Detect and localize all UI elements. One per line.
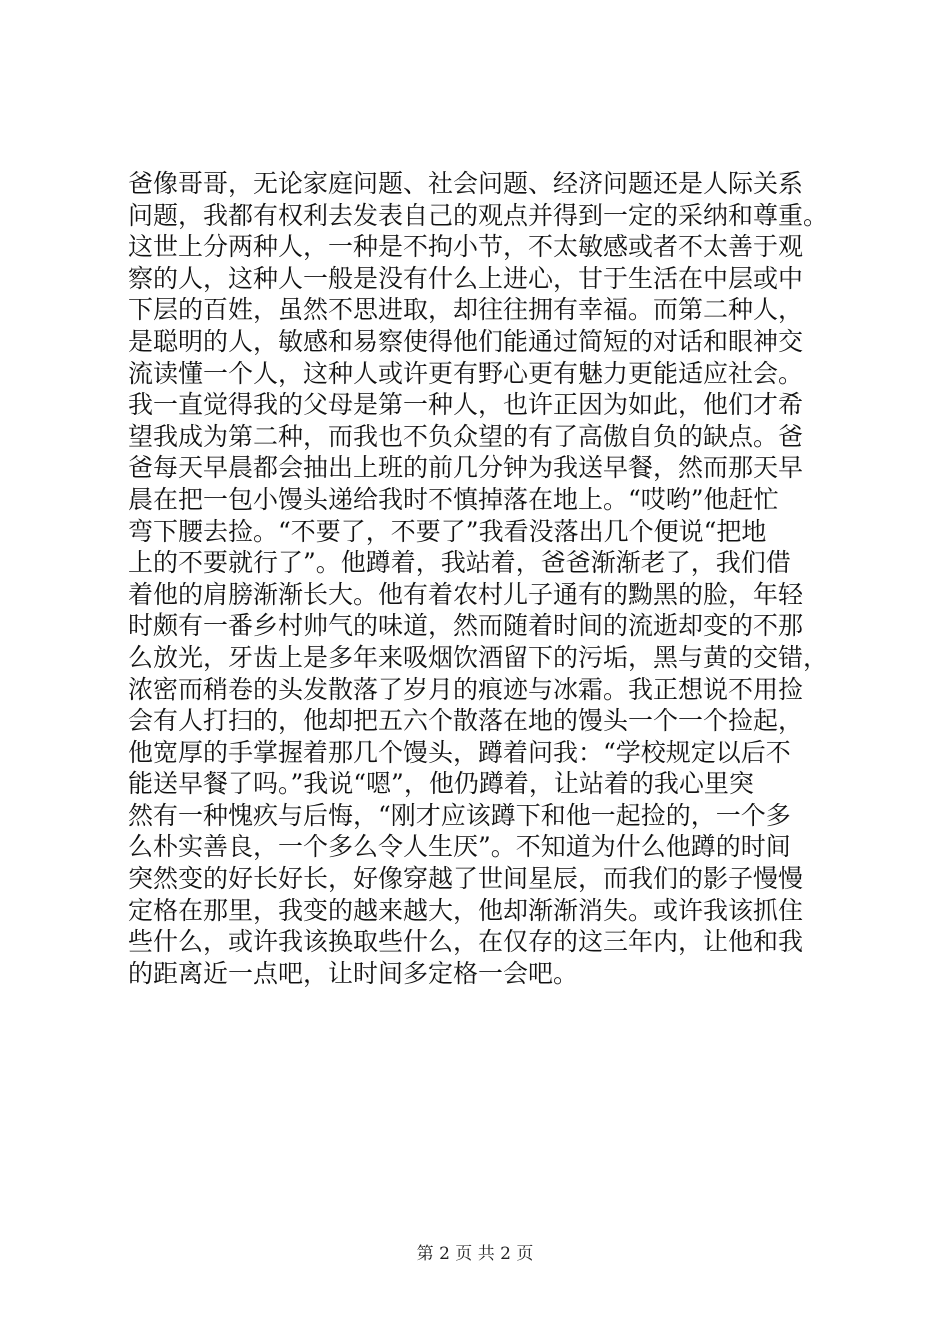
- text-line: 察的人，这种人一般是没有什么上进心，甘于生活在中层或中: [128, 263, 804, 293]
- body-paragraph: [128, 168, 848, 989]
- text-line: 么朴实善良，一个多么令人生厌”。不知道为什么他蹲的时间: [128, 832, 791, 862]
- text-line: 上的不要就行了”。他蹲着，我站着，爸爸渐渐老了，我们借: [128, 548, 791, 578]
- text-line: 是聪明的人，敏感和易察使得他们能通过简短的对话和眼神交: [128, 326, 804, 356]
- text-line: 我一直觉得我的父母是第一种人，也许正因为如此，他们才希: [128, 390, 804, 420]
- text-line: 浓密而稍卷的头发散落了岁月的痕迹与冰霜。我正想说不用捡: [128, 674, 804, 704]
- text-line: 定格在那里，我变的越来越大，他却渐渐消失。或许我该抓住: [128, 895, 804, 925]
- text-line: 会有人打扫的，他却把五六个散落在地的馒头一个一个捡起，: [128, 706, 804, 736]
- text-line: 问题，我都有权利去发表自己的观点并得到一定的采纳和尊重。: [128, 200, 829, 230]
- text-line: 能送早餐了吗。”我说“嗯”，他仍蹲着，让站着的我心里突: [128, 769, 754, 799]
- text-line: 然有一种愧疚与后悔，“刚才应该蹲下和他一起捡的，一个多: [128, 800, 791, 830]
- text-line: 晨在把一包小馒头递给我时不慎掉落在地上。“哎哟”他赶忙: [128, 484, 779, 514]
- text-line: 下层的百姓，虽然不思进取，却往往拥有幸福。而第二种人，: [128, 295, 804, 325]
- text-line: 突然变的好长好长，好像穿越了世间星辰，而我们的影子慢慢: [128, 864, 804, 894]
- text-line: 弯下腰去捡。“不要了，不要了”我看没落出几个便说“把地: [128, 516, 767, 546]
- text-line: 流读懂一个人，这种人或许更有野心更有魅力更能适应社会。: [128, 358, 804, 388]
- text-line: 他宽厚的手掌握着那几个馒头，蹲着问我：“学校规定以后不: [128, 737, 791, 767]
- text-line: 的距离近一点吧，让时间多定格一会吧。: [128, 958, 579, 988]
- text-line: 些什么，或许我该换取些什么，在仅存的这三年内，让他和我: [128, 927, 804, 957]
- text-line: 望我成为第二种，而我也不负众望的有了高傲自负的缺点。爸: [128, 421, 804, 451]
- text-line: 爸每天早晨都会抽出上班的前几分钟为我送早餐，然而那天早: [128, 453, 804, 483]
- text-line: 时颇有一番乡村帅气的味道，然而随着时间的流逝却变的不那: [128, 611, 804, 641]
- page-number-footer: 第 2 页 共 2 页: [416, 1244, 534, 1264]
- text-line: 着他的肩膀渐渐长大。他有着农村儿子通有的黝黑的脸，年轻: [128, 579, 804, 609]
- text-line: 这世上分两种人，一种是不拘小节，不太敏感或者不太善于观: [128, 232, 804, 262]
- text-line: 么放光，牙齿上是多年来吸烟饮酒留下的污垢，黑与黄的交错，: [128, 642, 829, 672]
- text-line: 爸像哥哥，无论家庭问题、社会问题、经济问题还是人际关系: [128, 169, 804, 198]
